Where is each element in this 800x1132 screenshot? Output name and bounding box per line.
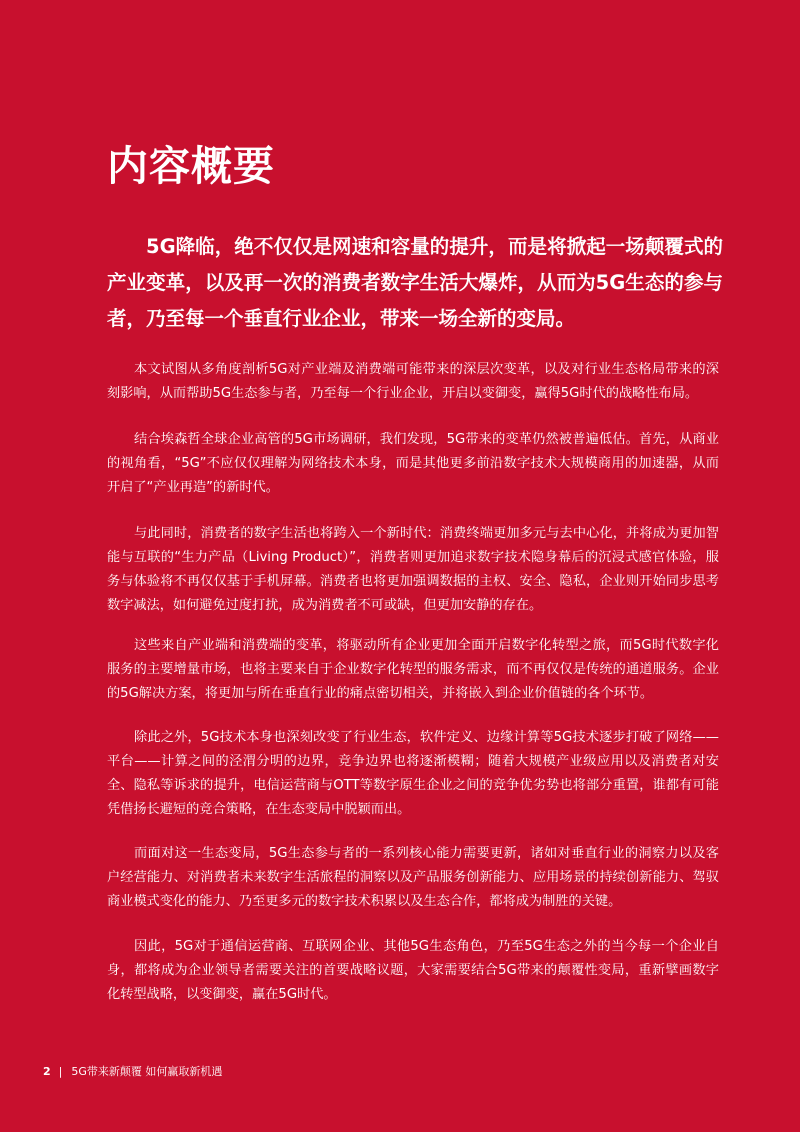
page-footer (43, 1064, 222, 1080)
page-number: 2 (43, 1065, 51, 1078)
page-title: 内容概要 (107, 142, 275, 190)
body-paragraph: 本文试图从多角度剖析5G对产业端及消费端可能带来的深层次变革，以及对行业生态格局带来的深刻影响，从而帮助5G生态参与者，乃至每一个行业企业，开启以变御变，赢得5G时代的战略性布局。 (107, 362, 719, 401)
body-paragraph: 结合埃森哲全球企业高管的5G市场调研，我们发现，5G带来的变革仍然被普遍低估。首先，从商业的视角看，“5G”不应仅仅理解为网络技术本身，而是其他更多前沿数字技术大规模商用的加速器，从而开启了“产业再造”的新时代。 (107, 432, 719, 495)
lead-paragraph: 5G降临，绝不仅仅是网速和容量的提升，而是将掀起一场颠覆式的产业变革，以及再一次的消费者数字生活大爆炸，从而为5G生态的参与者，乃至每一个垂直行业企业，带来一场全新的变局。 (107, 235, 723, 330)
footer-report-title: 5G带来新颠覆 如何赢取新机遇 (71, 1065, 223, 1078)
body-paragraph: 而面对这一生态变局，5G生态参与者的一系列核心能力需要更新，诸如对垂直行业的洞察力以及客户经营能力、对消费者未来数字生活旅程的洞察以及产品服务创新能力、应用场景的持续创新能力、驾驭商业模式变化的能力、乃至更多元的数字技术积累以及生态合作，都将成为制胜的关键。 (107, 846, 719, 909)
body-paragraph: 除此之外，5G技术本身也深刻改变了行业生态，软件定义、边缘计算等5G技术逐步打破了网络——平台——计算之间的泾渭分明的边界，竞争边界也将逐渐模糊；随着大规模产业级应用以及消费者对安全、隐私等诉求的提升，电信运营商与OTT等数字原生企业之间的竞争优劣势也将部分重置，谁都有可能凭借扬长避短的竞合策略，在生态变局中脱颖而出。 (107, 730, 719, 817)
body-paragraph: 与此同时，消费者的数字生活也将跨入一个新时代：消费终端更加多元与去中心化，并将成为更加智能与互联的“生力产品（Living Product）”，消费者则更加追求数字技术隐身幕后的沉浸式感官体验，服务与体验将不再仅仅基于手机屏幕。消费者也将更加强调数据的主权、安全、隐私，企业则开始同步思考数字减法，如何避免过度打扰，成为消费者不可或缺，但更加安静的存在。 (107, 526, 719, 613)
body-paragraph: 这些来自产业端和消费端的变革，将驱动所有企业更加全面开启数字化转型之旅，而5G时代数字化服务的主要增量市场，也将主要来自于企业数字化转型的服务需求，而不再仅仅是传统的通道服务。企业的5G解决方案，将更加与所在垂直行业的痛点密切相关，并将嵌入到企业价值链的各个环节。 (107, 638, 719, 701)
body-paragraph: 因此，5G对于通信运营商、互联网企业、其他5G生态角色，乃至5G生态之外的当今每一个企业自身，都将成为企业领导者需要关注的首要战略议题，大家需要结合5G带来的颠覆性变局，重新擘画数字化转型战略，以变御变，赢在5G时代。 (107, 939, 719, 1002)
footer-separator: | (58, 1065, 63, 1078)
